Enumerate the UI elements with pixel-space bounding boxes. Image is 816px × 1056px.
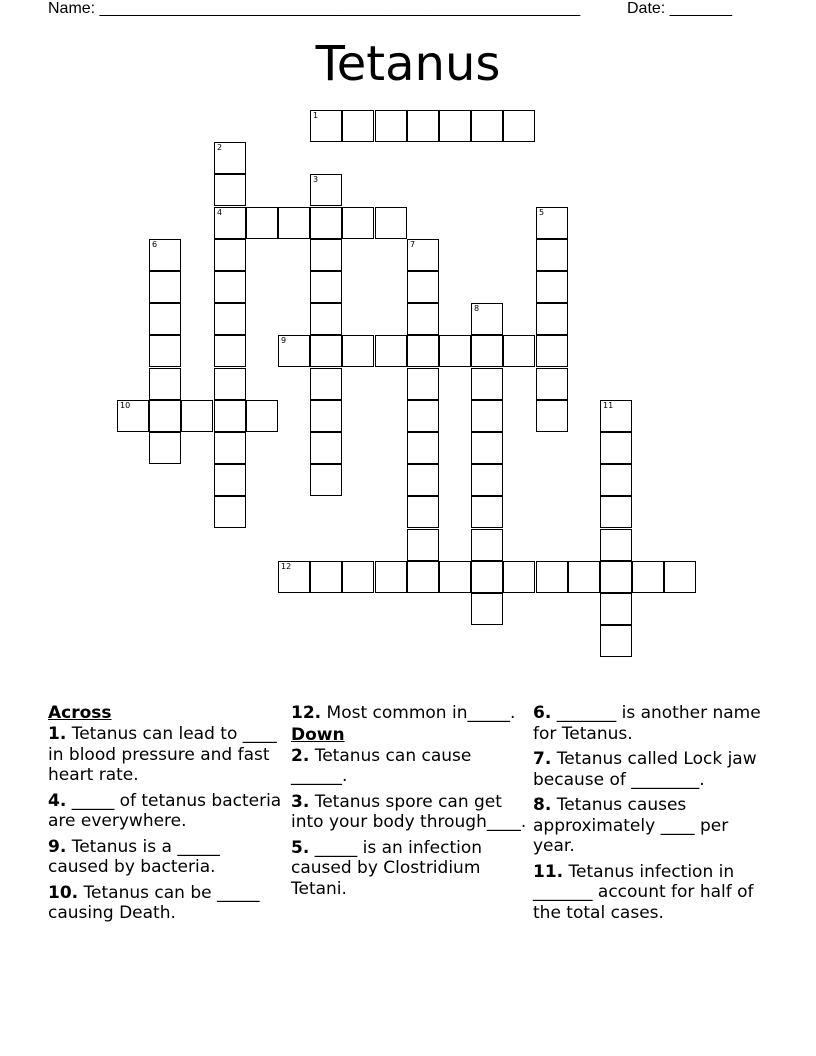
grid-cell[interactable] — [214, 207, 246, 239]
grid-cell[interactable] — [407, 400, 439, 432]
grid-cell[interactable] — [536, 335, 568, 367]
clue-number: 2. — [291, 745, 310, 766]
clue-text: Tetanus can be _____ causing Death. — [48, 882, 260, 923]
grid-cell[interactable] — [407, 464, 439, 496]
cell-number: 9 — [281, 336, 287, 345]
grid-cell[interactable] — [664, 561, 696, 593]
grid-cell[interactable] — [375, 110, 407, 142]
clue-across-10 — [48, 883, 284, 924]
grid-cell[interactable] — [471, 368, 503, 400]
clue-text: Most common in_____. — [326, 703, 516, 723]
grid-cell[interactable] — [471, 335, 503, 367]
grid-cell[interactable] — [342, 335, 374, 367]
grid-cell[interactable] — [342, 207, 374, 239]
clue-text: _____ is an infection caused by Clostridium Tetani. — [291, 837, 483, 899]
grid-cell[interactable] — [600, 529, 632, 561]
grid-cell[interactable] — [503, 110, 535, 142]
grid-cell[interactable] — [214, 239, 246, 271]
grid-cell[interactable] — [407, 432, 439, 464]
grid-cell[interactable] — [503, 335, 535, 367]
grid-cell[interactable] — [181, 400, 213, 432]
grid-cell[interactable] — [375, 561, 407, 593]
grid-cell[interactable] — [310, 207, 342, 239]
grid-cell[interactable] — [214, 432, 246, 464]
grid-cell[interactable] — [246, 207, 278, 239]
cell-number: 2 — [217, 143, 223, 152]
grid-cell[interactable] — [342, 110, 374, 142]
grid-cell[interactable] — [149, 239, 181, 271]
clue-text: _______ is another name for Tetanus. — [533, 703, 761, 744]
cell-number: 1 — [313, 111, 319, 120]
grid-cell[interactable] — [149, 271, 181, 303]
grid-cell[interactable] — [439, 561, 471, 593]
clue-number: 7. — [533, 749, 552, 769]
grid-cell[interactable] — [214, 303, 246, 335]
across-heading: Across — [48, 703, 112, 723]
grid-cell[interactable] — [600, 625, 632, 657]
clue-text: Tetanus called Lock jaw because of ________. — [533, 749, 757, 790]
grid-cell[interactable] — [214, 271, 246, 303]
grid-cell[interactable] — [407, 271, 439, 303]
grid-cell[interactable] — [214, 335, 246, 367]
grid-cell[interactable] — [310, 561, 342, 593]
clue-number: 4. — [48, 790, 67, 811]
cell-number: 3 — [313, 175, 319, 184]
clue-across-12 — [291, 703, 527, 724]
grid-cell[interactable] — [600, 561, 632, 593]
grid-cell[interactable] — [600, 400, 632, 432]
grid-cell[interactable] — [407, 561, 439, 593]
grid-cell[interactable] — [310, 400, 342, 432]
grid-cell[interactable] — [536, 400, 568, 432]
grid-cell[interactable] — [407, 239, 439, 271]
clue-down-7 — [533, 749, 769, 790]
grid-cell[interactable] — [503, 561, 535, 593]
grid-cell[interactable] — [471, 561, 503, 593]
clue-column-1 — [48, 703, 284, 929]
grid-cell[interactable] — [407, 335, 439, 367]
clue-number: 1. — [48, 724, 67, 744]
grid-cell[interactable] — [214, 174, 246, 206]
grid-cell[interactable] — [246, 400, 278, 432]
grid-cell[interactable] — [407, 303, 439, 335]
name-field-label[interactable]: Name: ______________________________________________________ — [48, 0, 581, 17]
clue-text: Tetanus is a _____ caused by bacteria. — [48, 836, 220, 877]
grid-cell[interactable] — [117, 400, 149, 432]
grid-cell[interactable] — [471, 464, 503, 496]
grid-cell[interactable] — [568, 561, 600, 593]
grid-cell[interactable] — [536, 303, 568, 335]
clue-number: 5. — [291, 837, 310, 858]
cell-number: 12 — [281, 562, 292, 571]
cell-number: 4 — [217, 208, 223, 217]
grid-cell[interactable] — [149, 432, 181, 464]
clue-across-1 — [48, 724, 284, 786]
grid-cell[interactable] — [278, 561, 310, 593]
cell-number: 7 — [410, 240, 416, 249]
cell-number: 10 — [120, 401, 131, 410]
grid-cell[interactable] — [536, 561, 568, 593]
clue-number: 12. — [291, 703, 322, 723]
grid-cell[interactable] — [600, 496, 632, 528]
grid-cell[interactable] — [632, 561, 664, 593]
clue-down-2 — [291, 746, 527, 787]
grid-cell[interactable] — [375, 207, 407, 239]
grid-cell[interactable] — [471, 432, 503, 464]
grid-cell[interactable] — [310, 271, 342, 303]
clue-number: 3. — [291, 791, 310, 812]
clue-number: 8. — [533, 795, 552, 815]
clue-text: Tetanus infection in _______ account for half of the total cases. — [533, 861, 754, 923]
clue-column-3 — [533, 703, 769, 928]
grid-cell[interactable] — [214, 142, 246, 174]
grid-cell[interactable] — [536, 207, 568, 239]
clue-text: Tetanus causes approximately ____ per year. — [533, 795, 729, 856]
grid-cell[interactable] — [310, 464, 342, 496]
grid-cell[interactable] — [536, 239, 568, 271]
grid-cell[interactable] — [536, 271, 568, 303]
grid-cell[interactable] — [149, 303, 181, 335]
cell-number: 8 — [474, 304, 480, 313]
page-title: Tetanus — [315, 36, 501, 92]
grid-cell[interactable] — [600, 432, 632, 464]
grid-cell[interactable] — [149, 368, 181, 400]
grid-cell[interactable] — [214, 400, 246, 432]
grid-cell[interactable] — [600, 464, 632, 496]
grid-cell[interactable] — [471, 529, 503, 561]
clue-down-8 — [533, 795, 769, 857]
cell-number: 11 — [603, 401, 614, 410]
date-field-label[interactable]: Date: _______ — [627, 0, 732, 17]
cell-number: 6 — [152, 240, 158, 249]
grid-cell[interactable] — [439, 335, 471, 367]
grid-cell[interactable] — [310, 303, 342, 335]
grid-cell[interactable] — [375, 335, 407, 367]
clue-down-3 — [291, 792, 527, 833]
clue-column-2 — [291, 703, 527, 904]
clue-across-4 — [48, 791, 284, 832]
grid-cell[interactable] — [342, 561, 374, 593]
clue-down-11 — [533, 862, 769, 924]
grid-cell[interactable] — [310, 335, 342, 367]
clue-number: 6. — [533, 703, 552, 723]
grid-cell[interactable] — [471, 110, 503, 142]
grid-cell[interactable] — [310, 174, 342, 206]
grid-cell[interactable] — [214, 464, 246, 496]
grid-cell[interactable] — [471, 496, 503, 528]
grid-cell[interactable] — [439, 110, 471, 142]
grid-cell[interactable] — [600, 593, 632, 625]
clue-text: _____ of tetanus bacteria are everywhere. — [48, 790, 282, 831]
clue-across-9 — [48, 837, 284, 878]
grid-cell[interactable] — [149, 400, 181, 432]
grid-cell[interactable] — [214, 368, 246, 400]
clue-number: 9. — [48, 836, 67, 857]
down-heading: Down — [291, 724, 345, 745]
clue-number: 10. — [48, 882, 79, 903]
grid-cell[interactable] — [214, 496, 246, 528]
grid-cell[interactable] — [278, 335, 310, 367]
grid-cell[interactable] — [407, 496, 439, 528]
grid-cell[interactable] — [471, 303, 503, 335]
grid-cell[interactable] — [536, 368, 568, 400]
clue-down-5 — [291, 838, 527, 900]
clue-text: Tetanus can lead to ____ in blood pressure and fast heart rate. — [48, 724, 277, 785]
grid-cell[interactable] — [310, 432, 342, 464]
grid-cell[interactable] — [310, 239, 342, 271]
cell-number: 5 — [539, 208, 545, 217]
grid-cell[interactable] — [278, 207, 310, 239]
grid-cell[interactable] — [407, 368, 439, 400]
grid-cell[interactable] — [407, 110, 439, 142]
grid-cell[interactable] — [471, 400, 503, 432]
grid-cell[interactable] — [471, 593, 503, 625]
grid-cell[interactable] — [310, 110, 342, 142]
clue-text: Tetanus spore can get into your body through____. — [291, 791, 527, 832]
grid-cell[interactable] — [407, 529, 439, 561]
grid-cell[interactable] — [149, 335, 181, 367]
clue-down-6 — [533, 703, 769, 744]
grid-cell[interactable] — [310, 368, 342, 400]
clue-text: Tetanus can cause ______. — [291, 745, 472, 786]
clue-number: 11. — [533, 861, 564, 882]
